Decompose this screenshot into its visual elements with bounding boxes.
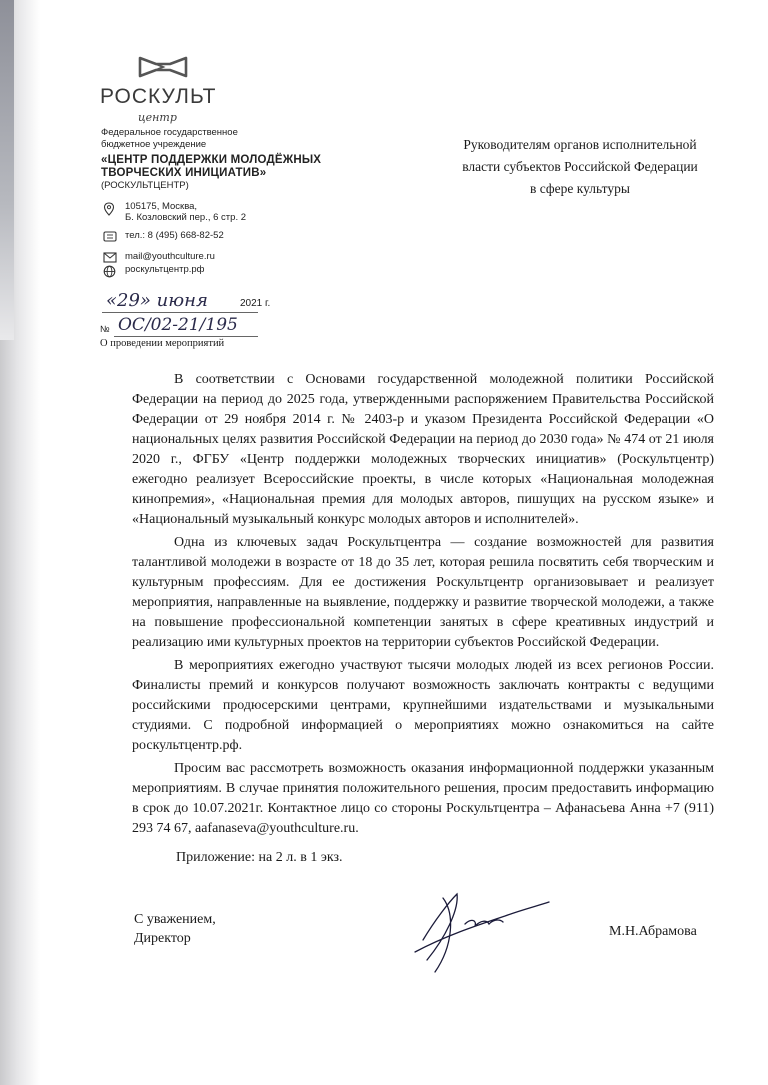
body-paragraph-2: Одна из ключевых задач Роскультцентра — создание возможностей для развития талантливой молодежи в возрасте от 18 до 35 лет, которая решила посвятить себя творческим и культурным профессиям. Для ее достижения Роскультцентр организовывает и реализует мероприятия, направленные на выявление, поддержку и развитие творческой молодежи, а также на повышение профессиональной компетенции занятых в сфере креативных индустрий и реализацию ими культурных проектов на территории субъектов Российской Федерации. xyxy=(132,535,714,650)
reference-field xyxy=(100,315,272,338)
phone-number: тел.: 8 (495) 668-82-52 xyxy=(125,230,224,241)
body-paragraph-1: В соответствии с Основами государственной молодежной политики Российской Федерации на период до 2025 года, утвержденными распоряжением Правительства Российской Федерации от 29 ноября 2014 г. № 2403-р и указом Президента Российской Федерации «О национальных целях развития Российской Федерации на период до 2030 года» № 474 от 21 июля 2020 г., ФГБУ «Центр поддержки молодежных творческих инициатив» (Роскультцентр) ежегодно реализует Всероссийские проекты, в числе которых «Национальная молодежная кинопремия», «Национальная премия для молодых авторов, пишущих на русском языке» и «Национальный музыкальный конкурс молодых авторов и исполнителей». xyxy=(132,372,714,527)
location-pin-icon xyxy=(103,202,115,216)
organization-block xyxy=(101,127,321,192)
org-name-line2: ТВОРЧЕСКИХ ИНИЦИАТИВ» xyxy=(101,167,267,179)
org-type-line2: бюджетное учреждение xyxy=(101,139,207,150)
handwritten-reference: ОС/02-21/195 xyxy=(118,315,238,335)
body-paragraph-3: В мероприятиях ежегодно участвуют тысячи молодых людей из всех регионов России. Финалисты премий и конкурсов получают возможность заключать контракты с ведущими российскими продюсерскими центрами, крупнейшими издательствами и музыкальными студиями. С подробной информацией о мероприятиях можно ознакомиться на сайте роскультцентр.рф. xyxy=(132,658,714,753)
mail-icon xyxy=(103,252,117,263)
signer-name: М.Н.Абрамова xyxy=(609,924,697,939)
phone-icon xyxy=(103,231,117,242)
date-field xyxy=(100,290,272,314)
scan-edge-dark xyxy=(0,0,14,340)
handwritten-date: «29» июня xyxy=(106,290,208,311)
date-underline xyxy=(102,312,258,313)
logo-wordmark: РОСКУЛЬТ xyxy=(100,85,217,108)
closing-regards: С уважением, xyxy=(134,912,216,927)
contacts-block xyxy=(101,201,246,275)
handwritten-signature xyxy=(405,880,555,980)
addressee-line1: Руководителям органов исполнительной xyxy=(463,137,697,152)
address-row xyxy=(101,201,246,223)
letter-body xyxy=(132,370,714,842)
email-address: mail@youthculture.ru xyxy=(125,251,215,262)
email-row xyxy=(101,251,246,262)
body-paragraph-4: Просим вас рассмотреть возможность оказания информационной поддержки указанным мероприятиям. В случае принятия положительного решения, просим предоставить информацию в срок до 10.07.2021г. Контактное лицо со стороны Роскультцентра – Афанасьева Анна +7 (911) 293 74 67, aafanaseva@youthculture.ru. xyxy=(132,761,714,836)
address-line2: Б. Козловский пер., 6 стр. 2 xyxy=(125,212,247,223)
logo-bow-icon xyxy=(136,52,190,82)
closing-block xyxy=(134,910,216,948)
org-name-line1: «ЦЕНТР ПОДДЕРЖКИ МОЛОДЁЖНЫХ xyxy=(101,154,322,166)
attachment-note: Приложение: на 2 л. в 1 экз. xyxy=(176,850,343,865)
logo-subtitle: центр xyxy=(138,111,177,124)
address-line1: 105175, Москва, xyxy=(125,201,198,212)
reference-underline xyxy=(114,336,258,337)
globe-icon xyxy=(103,265,116,278)
closing-position: Директор xyxy=(134,931,191,946)
phone-row xyxy=(101,230,246,241)
addressee-block xyxy=(430,134,730,200)
org-short-name: (РОСКУЛЬТЦЕНТР) xyxy=(101,180,189,191)
addressee-line2: власти субъектов Российской Федерации xyxy=(462,159,698,174)
letter-subject: О проведении мероприятий xyxy=(100,338,225,349)
reference-label: № xyxy=(100,324,110,334)
org-type-line1: Федеральное государственное xyxy=(101,127,238,138)
website: роскультцентр.рф xyxy=(125,264,205,275)
website-row xyxy=(101,264,246,275)
addressee-line3: в сфере культуры xyxy=(530,181,630,196)
date-year: 2021 г. xyxy=(240,298,271,309)
